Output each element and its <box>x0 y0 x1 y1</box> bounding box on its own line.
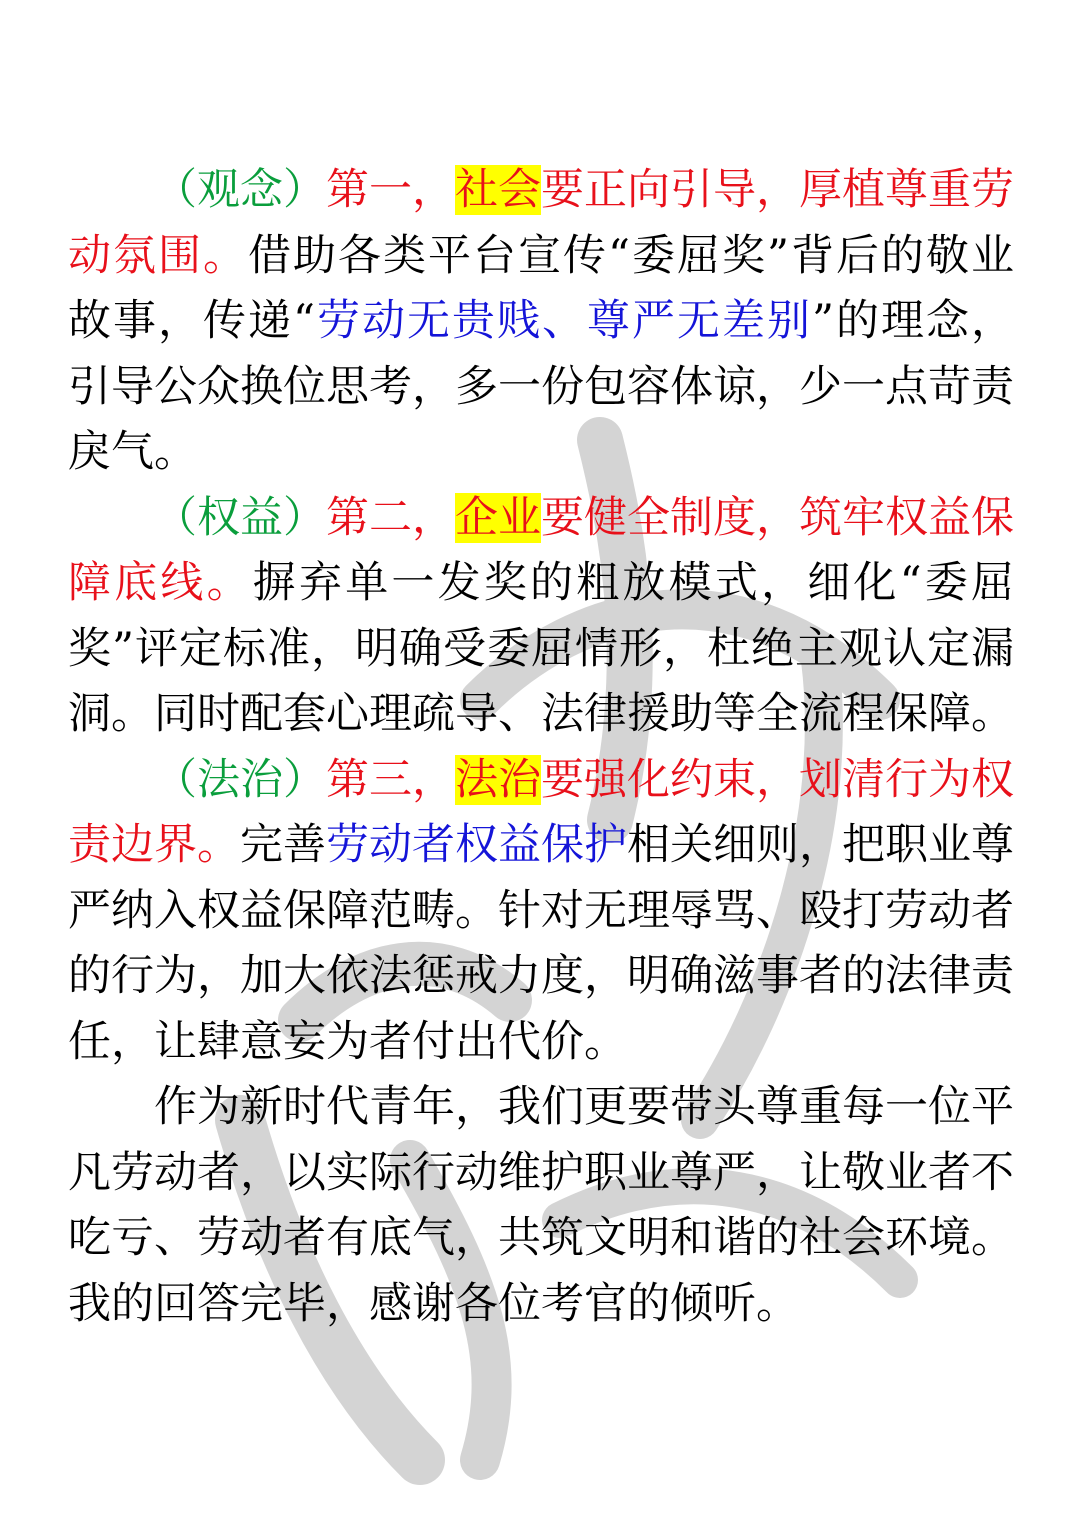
highlighted-subject: 法治 <box>455 754 541 805</box>
body-text: 借助各类平台宣传“委屈奖”背后的敬业故事，传递“ <box>68 230 1015 346</box>
body-text: 作为新时代青年，我们更要带头尊重每一位平凡劳动者，以实际行动维护职业尊严，让敬业者不吃亏、劳动者有底气，共筑文明和谐的社会环境。我的回答完毕，感谢各位考官的倾听。 <box>68 1082 1014 1329</box>
section-heading: 要强化约束，划清行为权责边界。 <box>68 754 1014 870</box>
paragraph-concept <box>68 158 1014 486</box>
section-tag: （权益） <box>154 492 326 543</box>
highlighted-subject: 社会 <box>455 165 541 215</box>
paragraph-conclusion <box>68 1075 1014 1337</box>
paragraph-rights <box>68 486 1014 748</box>
body-text: 相关细则，把职业尊严纳入权益保障范畴。针对无理辱骂、殴打劳动者的行为，加大依法惩戒力度，明确滋事者的法律责任，让肆意妄为者付出代价。 <box>68 820 1014 1067</box>
document-body <box>68 158 1014 1337</box>
body-text: ”的理念，引导公众换位思考，多一份包容体谅，少一点苛责戾气。 <box>68 296 1015 477</box>
key-phrase: 劳动无贵贱、尊严无差别 <box>315 296 813 346</box>
section-lead: 第一， <box>326 165 455 215</box>
section-heading: 要健全制度，筑牢权益保障底线。 <box>68 492 1014 608</box>
key-phrase: 劳动者权益保护 <box>326 820 627 870</box>
section-tag: （法治） <box>154 754 326 805</box>
body-text: 完善 <box>240 820 326 870</box>
section-lead: 第三， <box>326 754 455 805</box>
section-heading: 要正向引导，厚植尊重劳动氛围。 <box>68 165 1014 281</box>
section-lead: 第二， <box>326 492 455 543</box>
body-text: 摒弃单一发奖的粗放模式，细化“委屈奖”评定标准，明确受委屈情形，杜绝主观认定漏洞。同时配套心理疏导、法律援助等全流程保障。 <box>68 558 1015 739</box>
section-tag: （观念） <box>154 165 326 215</box>
highlighted-subject: 企业 <box>455 492 541 543</box>
paragraph-rule-of-law <box>68 748 1014 1076</box>
